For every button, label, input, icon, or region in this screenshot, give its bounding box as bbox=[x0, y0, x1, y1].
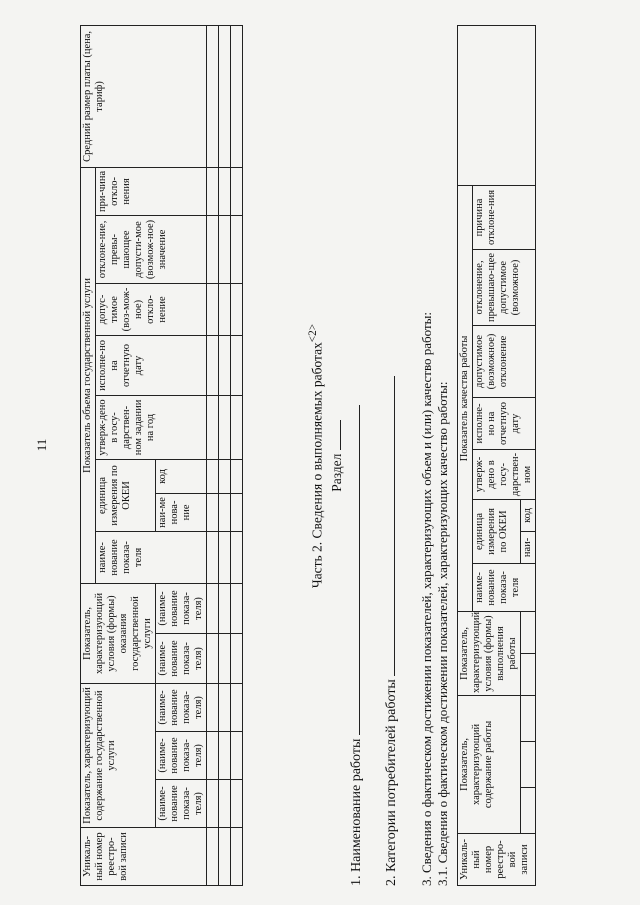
part-2-heading bbox=[307, 26, 326, 886]
table-cell bbox=[219, 335, 231, 395]
t2-h-exceeding-deviation: отклонение, превышаю-щее допустимое (возможное) bbox=[473, 249, 536, 325]
table-cell bbox=[219, 493, 231, 531]
table-cell bbox=[231, 167, 243, 215]
t2-h-unique-number: Уникаль-ный номер реестро-вой записи bbox=[458, 834, 536, 886]
table-cell bbox=[207, 493, 219, 531]
table-row bbox=[231, 25, 243, 885]
t1-h-avg-price: Средний размер платы (цена, тариф) bbox=[81, 25, 207, 167]
t2-h-unit-name: наи- bbox=[521, 531, 536, 563]
table-cell bbox=[207, 683, 219, 731]
table-cell bbox=[207, 583, 219, 633]
table-cell bbox=[207, 167, 219, 215]
table-cell bbox=[231, 283, 243, 335]
table-cell bbox=[207, 828, 219, 886]
table-cell bbox=[207, 531, 219, 583]
section-3-1-heading: 3.1. Сведения о фактическом достижении показателей, характеризующих качество работы: bbox=[435, 381, 450, 886]
t2-h-done: исполне-но на отчетную дату bbox=[473, 397, 536, 449]
part-2-title: Часть 2. Сведения о выполняемых работах bbox=[309, 342, 325, 589]
quality-table bbox=[457, 25, 536, 886]
t1-h-exceeding-deviation: отклоне-ние, превы-шающее допусти-мое (возмож-ное) значение bbox=[96, 215, 207, 283]
rotated-page bbox=[80, 16, 533, 886]
section-3-heading: 3. Сведения о фактическом достижении показателей, характеризующих объем и (или) качество работы: bbox=[419, 312, 434, 886]
t2-h-sub-cell bbox=[521, 695, 536, 741]
t2-h-quality: Показатель качества работы bbox=[458, 185, 473, 611]
table-cell bbox=[231, 828, 243, 886]
table-cell bbox=[231, 583, 243, 633]
t1-h-unique-number: Уникаль-ный номер реестро-вой записи bbox=[81, 828, 207, 886]
t1-h-unit: единица измерения по ОКЕИ bbox=[96, 459, 156, 531]
t2-h-approved: утверж-дено в госу-дарствен-ном bbox=[473, 449, 536, 499]
table-cell bbox=[219, 531, 231, 583]
table-cell bbox=[207, 633, 219, 683]
table-cell bbox=[231, 531, 243, 583]
t2-h-indicator-name: наиме-нование показа-теля bbox=[473, 563, 536, 611]
t2-h-reason: причина отклоне-ния bbox=[473, 185, 536, 249]
section-label: Раздел bbox=[329, 453, 344, 492]
table-cell bbox=[219, 583, 231, 633]
t1-h-conditions: Показатель, характеризующий условия (формы) оказания государственной услуги bbox=[81, 583, 156, 683]
table-cell bbox=[207, 780, 219, 828]
work-name-label: 1. Наименование работы bbox=[349, 738, 364, 886]
table-cell bbox=[207, 283, 219, 335]
table-cell bbox=[231, 732, 243, 780]
work-name-blank bbox=[347, 405, 360, 735]
t1-h-ind-2: (наиме-нование показа-теля) bbox=[156, 732, 207, 780]
table-cell bbox=[207, 215, 219, 283]
t2-h-empty bbox=[458, 25, 536, 185]
footnote-mark: <2> bbox=[307, 323, 319, 343]
table-cell bbox=[219, 633, 231, 683]
t1-h-unit-name: наи-ме нова-ние bbox=[156, 493, 207, 531]
table-cell bbox=[219, 732, 231, 780]
table-cell bbox=[219, 780, 231, 828]
t1-h-indicator-name: наиме-нование показа-теля bbox=[96, 531, 207, 583]
table-cell bbox=[219, 459, 231, 493]
table-cell bbox=[231, 633, 243, 683]
consumers-blank bbox=[382, 376, 395, 676]
t1-h-volume: Показатель объема государственной услуги bbox=[81, 167, 96, 583]
t1-h-allowed-deviation: допус-тимое (воз-мож-ное) откло-нение bbox=[96, 283, 207, 335]
t1-h-approved: утверж-дено в госу-дарствен-ном задании на год bbox=[96, 395, 207, 459]
t1-h-ind-3: (наиме-нование показа-теля) bbox=[156, 683, 207, 731]
table-cell bbox=[219, 395, 231, 459]
t1-h-unit-code: код bbox=[156, 459, 207, 493]
table-cell bbox=[207, 25, 219, 167]
table-cell bbox=[207, 395, 219, 459]
table-cell bbox=[231, 683, 243, 731]
t2-h-sub-cell bbox=[521, 742, 536, 788]
t1-h-reason: при-чина откло-нения bbox=[96, 167, 207, 215]
table-cell bbox=[219, 25, 231, 167]
t2-h-allowed-deviation: допустимое (возможное) отклонение bbox=[473, 325, 536, 397]
table-row bbox=[207, 25, 219, 885]
consumers-line bbox=[382, 376, 400, 886]
t2-h-unit: единица измерения по ОКЕИ bbox=[473, 499, 521, 563]
consumers-label: 2. Категории потребителей работы bbox=[384, 679, 399, 886]
table-row bbox=[219, 25, 231, 885]
table-cell bbox=[207, 459, 219, 493]
table-cell bbox=[207, 732, 219, 780]
table-cell bbox=[219, 683, 231, 731]
table-cell bbox=[219, 828, 231, 886]
volume-table bbox=[80, 25, 243, 886]
table-cell bbox=[231, 780, 243, 828]
t1-h-done: исполне-но на отчетную дату bbox=[96, 335, 207, 395]
page-number: 11 bbox=[34, 438, 49, 452]
work-name-line bbox=[347, 405, 365, 886]
t1-h-content: Показатель, характеризующий содержание государственной услуги bbox=[81, 683, 156, 827]
t2-h-sub-cell bbox=[521, 653, 536, 695]
table-cell bbox=[231, 395, 243, 459]
t1-h-ind-5: (наиме-нование показа-теля) bbox=[156, 583, 207, 633]
t1-h-ind-4: (наиме-нование показа-теля) bbox=[156, 633, 207, 683]
t2-h-sub-cell bbox=[521, 611, 536, 653]
t2-h-sub-cell bbox=[521, 788, 536, 834]
section-blank bbox=[328, 420, 341, 450]
t1-h-ind-1: (наиме-нование показа-теля) bbox=[156, 780, 207, 828]
table-cell bbox=[231, 335, 243, 395]
table-cell bbox=[231, 459, 243, 493]
table-cell bbox=[231, 493, 243, 531]
t2-h-conditions: Показатель, характеризующий условия (формы) выполнения работы bbox=[458, 611, 521, 695]
table-cell bbox=[219, 283, 231, 335]
section-line bbox=[328, 26, 345, 886]
table-cell bbox=[219, 215, 231, 283]
table-cell bbox=[231, 25, 243, 167]
t2-h-unit-code: код bbox=[521, 499, 536, 531]
table-cell bbox=[231, 215, 243, 283]
table-cell bbox=[219, 167, 231, 215]
table-cell bbox=[207, 335, 219, 395]
t2-h-content: Показатель, характеризующий содержание работы bbox=[458, 695, 521, 833]
